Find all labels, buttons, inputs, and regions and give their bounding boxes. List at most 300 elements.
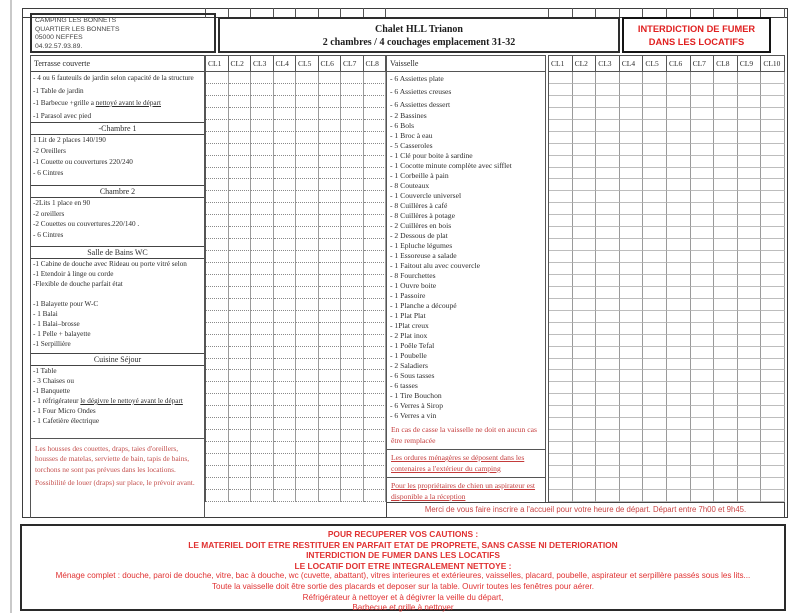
grid-cell (251, 132, 274, 144)
grid-cell (319, 466, 342, 478)
grid-cell (229, 275, 252, 287)
grid-cell (667, 156, 691, 168)
grid-cell (251, 203, 274, 215)
grid-cell (251, 311, 274, 323)
grid-cell (691, 490, 715, 502)
grid-cell (274, 227, 297, 239)
grid-cell (714, 191, 738, 203)
grid-cell (341, 370, 364, 382)
grid-cell (761, 179, 785, 191)
cl-column-header: CL6 (667, 56, 691, 72)
grid-cell (596, 239, 620, 251)
grid-cell (206, 227, 229, 239)
inventory-item: 1 Lit de 2 places 140/190 (33, 136, 106, 144)
grid-cell (274, 478, 297, 490)
grid-cell (643, 406, 667, 418)
grid-cell (206, 263, 229, 275)
grid-row (206, 84, 386, 96)
grid-row (549, 275, 785, 287)
grid-row (206, 203, 386, 215)
grid-cell (341, 454, 364, 466)
grid-cell (620, 370, 644, 382)
grid-cell (364, 418, 387, 430)
grid-cell (206, 179, 229, 191)
grid-row (549, 84, 785, 96)
grid-cell (251, 120, 274, 132)
grid-cell (229, 382, 252, 394)
grid-cell (341, 191, 364, 203)
grid-cell (596, 132, 620, 144)
grid-cell (364, 323, 387, 335)
grid-row (549, 191, 785, 203)
grid-row (549, 335, 785, 347)
grid-cell (738, 347, 762, 359)
grid-row (549, 406, 785, 418)
grid-row (206, 299, 386, 311)
grid-row (549, 179, 785, 191)
grid-cell (206, 72, 229, 84)
vaisselle-item: - 6 Sous tasses (390, 371, 435, 380)
grid-cell (319, 144, 342, 156)
grid-row (206, 72, 386, 84)
grid-cell (251, 239, 274, 251)
grid-cell (691, 239, 715, 251)
grid-cell (596, 359, 620, 371)
vaisselle-item: - 1 Passoire (390, 291, 426, 300)
grid-row (206, 430, 386, 442)
grid-cell (667, 394, 691, 406)
grid-cell (761, 454, 785, 466)
grid-cell (296, 275, 319, 287)
grid-cell (573, 466, 597, 478)
caution-line: INTERDICTION DE FUMER DANS LES LOCATIFS (306, 550, 500, 561)
grid-cell (596, 430, 620, 442)
grid-cell (206, 478, 229, 490)
grid-cell (296, 466, 319, 478)
grid-cell (738, 418, 762, 430)
grid-cell (206, 394, 229, 406)
grid-cell (251, 454, 274, 466)
grid-cell (643, 478, 667, 490)
grid-cell (364, 287, 387, 299)
grid-row (206, 359, 386, 371)
grid-cell (714, 323, 738, 335)
grid-cell (691, 382, 715, 394)
grid-row (206, 275, 386, 287)
grid-cell (206, 442, 229, 454)
grid-cell (319, 227, 342, 239)
grid-cell (549, 191, 573, 203)
grid-row (206, 108, 386, 120)
grid-cell (206, 490, 229, 502)
vaisselle-item: - 1 Poubelle (390, 351, 427, 360)
grid-cell (596, 144, 620, 156)
grid-cell (761, 168, 785, 180)
grid-cell (296, 156, 319, 168)
grid-cell (296, 191, 319, 203)
grid-row (206, 418, 386, 430)
checkbox-grid-left (205, 55, 386, 502)
grid-cell (251, 359, 274, 371)
grid-cell (229, 156, 252, 168)
grid-cell (620, 227, 644, 239)
grid-cell (206, 335, 229, 347)
grid-row (549, 144, 785, 156)
grid-cell (274, 168, 297, 180)
grid-cell (364, 108, 387, 120)
grid-cell (691, 156, 715, 168)
grid-cell (274, 382, 297, 394)
grid-cell (549, 263, 573, 275)
grid-cell (620, 156, 644, 168)
grid-cell (229, 478, 252, 490)
grid-cell (691, 478, 715, 490)
grid-cell (206, 108, 229, 120)
grid-cell (667, 359, 691, 371)
grid-cell (691, 227, 715, 239)
grid-cell (364, 490, 387, 502)
grid-cell (738, 191, 762, 203)
grid-cell (341, 394, 364, 406)
grid-cell (667, 168, 691, 180)
grid-cell (620, 132, 644, 144)
grid-cell (274, 72, 297, 84)
grid-cell (761, 311, 785, 323)
grid-cell (643, 84, 667, 96)
grid-cell (296, 132, 319, 144)
grid-cell (643, 430, 667, 442)
grid-cell (667, 96, 691, 108)
grid-cell (319, 191, 342, 203)
cl-column-header: CL1 (549, 56, 573, 72)
grid-cell (549, 84, 573, 96)
grid-cell (549, 382, 573, 394)
grid-cell (229, 120, 252, 132)
vaisselle-item: - 1 Planche a découpé (390, 301, 457, 310)
grid-row (549, 442, 785, 454)
camping-info-line: 04.92.57.93.89. (35, 42, 83, 50)
grid-cell (667, 287, 691, 299)
grid-cell (761, 299, 785, 311)
grid-cell (549, 311, 573, 323)
grid-cell (738, 203, 762, 215)
grid-row (206, 144, 386, 156)
grid-cell (341, 72, 364, 84)
grid-cell (691, 275, 715, 287)
grid-row (549, 132, 785, 144)
grid-cell (364, 251, 387, 263)
grid-cell (620, 96, 644, 108)
cl-column-header: CL1 (206, 56, 229, 72)
grid-cell (761, 108, 785, 120)
grid-cell (620, 84, 644, 96)
grid-cell (667, 227, 691, 239)
grid-cell (549, 442, 573, 454)
grid-cell (206, 215, 229, 227)
grid-cell (229, 490, 252, 502)
grid-cell (229, 394, 252, 406)
grid-cell (274, 203, 297, 215)
vaisselle-item: - 6 Assiettes creuses (390, 87, 452, 96)
inventory-item: -1 Parasol avec pied (33, 111, 92, 120)
grid-cell (274, 96, 297, 108)
grid-cell (738, 263, 762, 275)
grid-cell (691, 96, 715, 108)
grid-cell (229, 108, 252, 120)
grid-cell (364, 72, 387, 84)
grid-cell (206, 203, 229, 215)
grid-cell (341, 430, 364, 442)
grid-cell (596, 275, 620, 287)
grid-cell (667, 466, 691, 478)
grid-cell (274, 490, 297, 502)
grid-row (549, 347, 785, 359)
grid-row (206, 120, 386, 132)
grid-cell (691, 84, 715, 96)
grid-cell (206, 96, 229, 108)
grid-cell (596, 179, 620, 191)
grid-cell (296, 287, 319, 299)
grid-cell (573, 191, 597, 203)
grid-cell (714, 96, 738, 108)
vaisselle-item: - 2 Cuillères en bois (390, 221, 452, 230)
grid-cell (596, 347, 620, 359)
grid-cell (573, 156, 597, 168)
grid-cell (206, 370, 229, 382)
grid-cell (274, 299, 297, 311)
grid-cell (620, 382, 644, 394)
grid-cell (691, 406, 715, 418)
grid-cell (643, 72, 667, 84)
grid-cell (620, 466, 644, 478)
grid-row (206, 335, 386, 347)
grid-cell (319, 168, 342, 180)
grid-cell (341, 84, 364, 96)
grid-cell (691, 347, 715, 359)
grid-cell (691, 287, 715, 299)
grid-cell (643, 96, 667, 108)
grid-cell (620, 203, 644, 215)
grid-cell (667, 454, 691, 466)
grid-row (206, 263, 386, 275)
grid-cell (364, 359, 387, 371)
grid-cell (206, 156, 229, 168)
grid-cell (643, 215, 667, 227)
grid-cell (229, 406, 252, 418)
grid-row (549, 168, 785, 180)
grid-cell (667, 418, 691, 430)
grid-cell (714, 179, 738, 191)
grid-cell (206, 251, 229, 263)
grid-cell (251, 108, 274, 120)
grid-cell (364, 215, 387, 227)
grid-cell (364, 227, 387, 239)
grid-cell (364, 263, 387, 275)
grid-row (549, 394, 785, 406)
linen-notice (31, 438, 204, 518)
grid-cell (620, 168, 644, 180)
caution-line: Ménage complet : douche, paroi de douche, vitre, bac à douche, wc (cuvette, abattant), vitres interieures et extérieures, vaisselles, placard, poubelle, aspirateur et serpillère passés sous les lits... (55, 571, 751, 581)
grid-cell (596, 191, 620, 203)
linen-notice-p2: Possibilité de louer (draps) sur place, le prévoir avant. (35, 478, 195, 488)
grid-cell (714, 108, 738, 120)
grid-cell (667, 215, 691, 227)
grid-cell (296, 168, 319, 180)
grid-cell (274, 132, 297, 144)
grid-cell (341, 311, 364, 323)
grid-cell (620, 108, 644, 120)
grid-cell (761, 442, 785, 454)
grid-cell (251, 478, 274, 490)
grid-cell (229, 179, 252, 191)
grid-row (206, 323, 386, 335)
grid-cell (319, 311, 342, 323)
grid-cell (573, 299, 597, 311)
no-smoking-line1: INTERDICTION DE FUMER (637, 24, 756, 34)
grid-cell (691, 263, 715, 275)
vaisselle-item: - 1 Epluche légumes (390, 241, 453, 250)
grid-cell (274, 251, 297, 263)
grid-cell (573, 215, 597, 227)
grid-cell (549, 144, 573, 156)
grid-cell (364, 478, 387, 490)
grid-cell (296, 179, 319, 191)
grid-row (206, 466, 386, 478)
grid-cell (643, 299, 667, 311)
grid-cell (341, 323, 364, 335)
grid-row (206, 382, 386, 394)
vaisselle-item: - 6 Assiettes plate (390, 74, 444, 83)
grid-cell (274, 120, 297, 132)
caution-line: Réfrigérateur à nettoyer et à dégivrer la veille du départ, (302, 592, 504, 602)
grid-cell (643, 275, 667, 287)
grid-cell (596, 490, 620, 502)
grid-cell (341, 179, 364, 191)
grid-cell (667, 144, 691, 156)
inventory-item: -1 Banquette (33, 387, 70, 395)
vaisselle-item: - 5 Casseroles (390, 141, 433, 150)
grid-cell (573, 108, 597, 120)
grid-cell (364, 84, 387, 96)
grid-cell (691, 299, 715, 311)
grid-cell (667, 275, 691, 287)
grid-cell (274, 370, 297, 382)
grid-cell (620, 144, 644, 156)
grid-cell (341, 382, 364, 394)
grid-cell (549, 430, 573, 442)
grid-cell (643, 120, 667, 132)
grid-cell (251, 179, 274, 191)
grid-cell (620, 287, 644, 299)
grid-cell (596, 394, 620, 406)
grid-cell (643, 418, 667, 430)
grid-cell (761, 84, 785, 96)
grid-cell (761, 382, 785, 394)
grid-cell (319, 72, 342, 84)
grid-cell (364, 466, 387, 478)
grid-cell (364, 96, 387, 108)
grid-cell (573, 370, 597, 382)
grid-cell (364, 179, 387, 191)
grid-cell (620, 72, 644, 84)
grid-cell (274, 84, 297, 96)
grid-cell (296, 359, 319, 371)
grid-cell (251, 156, 274, 168)
grid-cell (667, 335, 691, 347)
inventory-item: -1 Etendoir à linge ou corde (33, 270, 114, 278)
grid-cell (251, 287, 274, 299)
grid-cell (620, 359, 644, 371)
grid-cell (738, 478, 762, 490)
grid-cell (229, 311, 252, 323)
grid-cell (714, 430, 738, 442)
grid-cell (229, 454, 252, 466)
grid-cell (364, 299, 387, 311)
cl-column-header: CL2 (573, 56, 597, 72)
grid-cell (274, 466, 297, 478)
grid-cell (549, 168, 573, 180)
inventory-item: -2 Oreillers (33, 147, 66, 155)
inventory-item: -1 Balayette pour W-C (33, 300, 99, 308)
grid-cell (714, 227, 738, 239)
grid-cell (549, 478, 573, 490)
grid-cell (738, 275, 762, 287)
grid-cell (341, 108, 364, 120)
grid-row (549, 382, 785, 394)
grid-cell (549, 72, 573, 84)
grid-cell (573, 359, 597, 371)
grid-cell (761, 347, 785, 359)
grid-cell (761, 275, 785, 287)
grid-row (206, 394, 386, 406)
grid-cell (714, 311, 738, 323)
grid-cell (738, 490, 762, 502)
grid-cell (620, 251, 644, 263)
grid-cell (274, 454, 297, 466)
grid-cell (364, 203, 387, 215)
grid-cell (319, 108, 342, 120)
grid-row (206, 215, 386, 227)
grid-cell (573, 120, 597, 132)
grid-cell (667, 120, 691, 132)
grid-row (549, 490, 785, 502)
grid-cell (620, 275, 644, 287)
grid-cell (274, 144, 297, 156)
grid-cell (738, 382, 762, 394)
no-smoking-warning (622, 17, 771, 53)
grid-row (549, 263, 785, 275)
grid-cell (251, 347, 274, 359)
grid-cell (229, 203, 252, 215)
grid-cell (251, 144, 274, 156)
grid-cell (643, 168, 667, 180)
grid-cell (691, 323, 715, 335)
grid-cell (573, 287, 597, 299)
cl-header-row-left (206, 55, 386, 72)
grid-body-left (206, 72, 386, 502)
grid-cell (206, 311, 229, 323)
grid-cell (319, 323, 342, 335)
grid-cell (714, 490, 738, 502)
grid-cell (229, 215, 252, 227)
vaisselle-item: - 1 Plat Plat (390, 311, 426, 320)
grid-cell (667, 442, 691, 454)
grid-cell (296, 430, 319, 442)
grid-cell (251, 168, 274, 180)
grid-cell (714, 156, 738, 168)
grid-cell (229, 191, 252, 203)
grid-cell (319, 406, 342, 418)
